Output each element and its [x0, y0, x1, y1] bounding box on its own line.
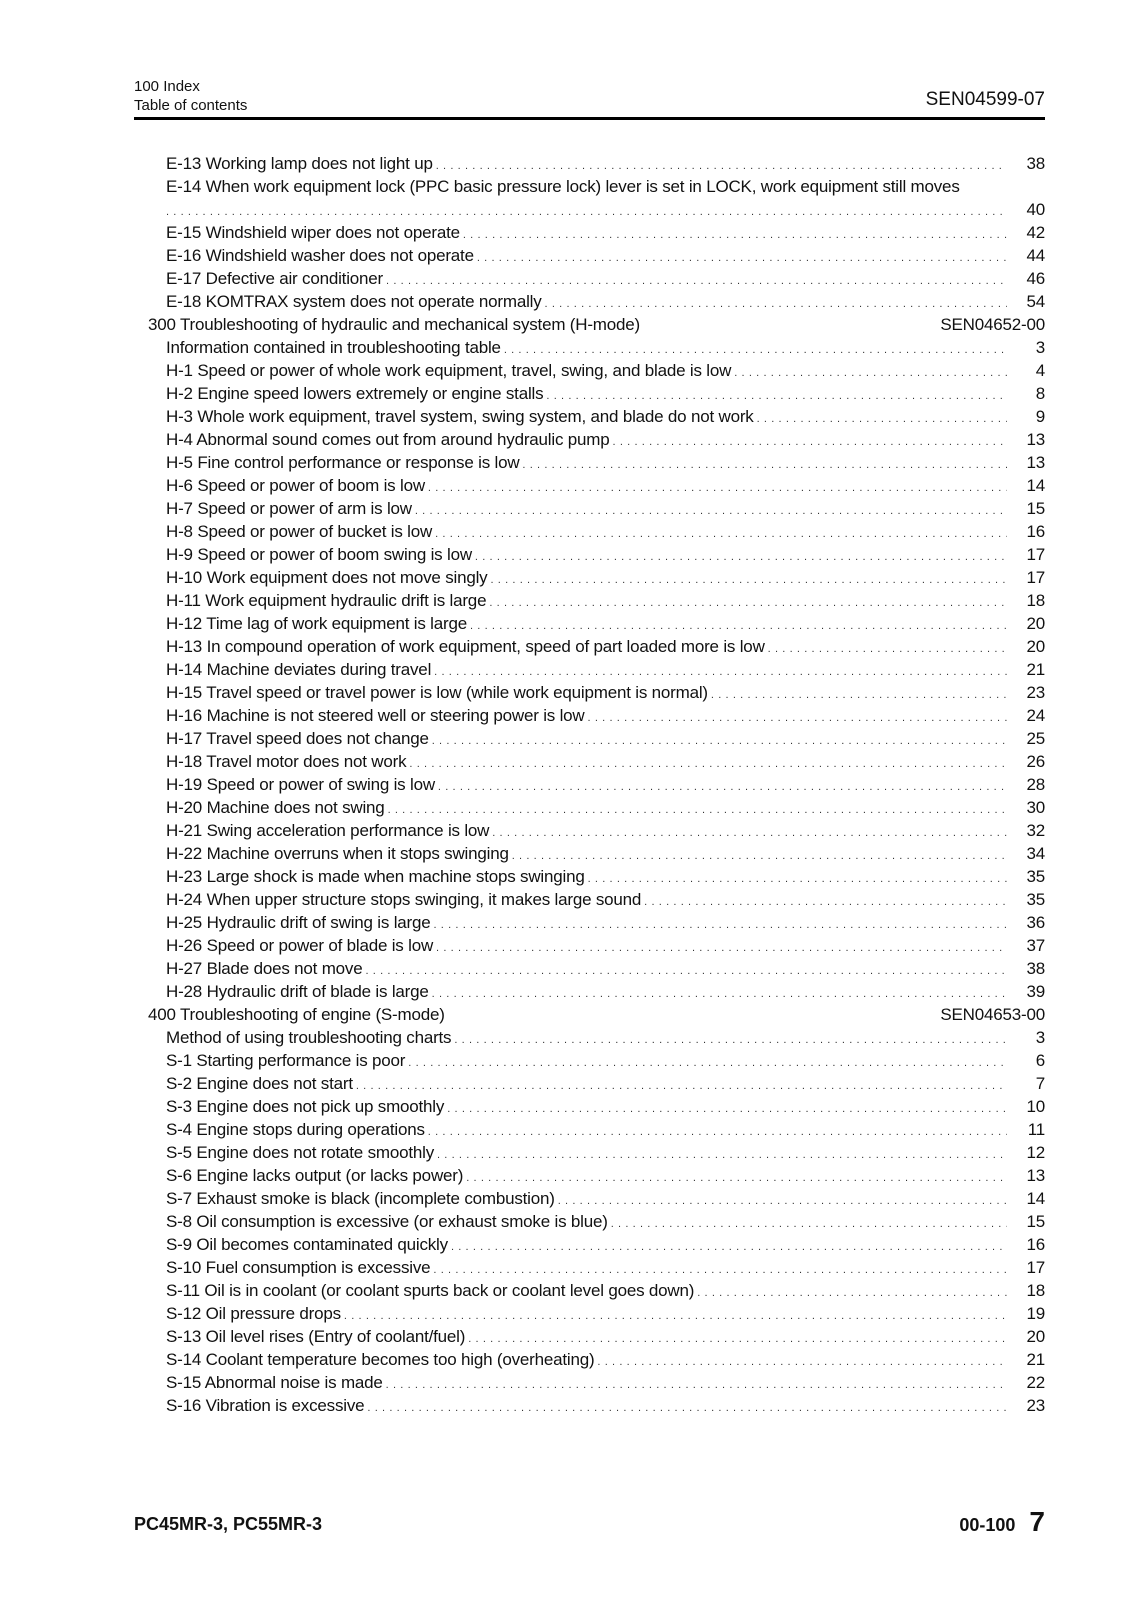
toc-page-number: 22: [1026, 1373, 1045, 1392]
toc-page-number: 46: [1026, 269, 1045, 288]
toc-page-number: 3: [1035, 1028, 1045, 1047]
toc-entry-title: H-28 Hydraulic drift of blade is large: [166, 982, 429, 1001]
toc-entry-title: H-18 Travel motor does not work: [166, 752, 407, 771]
toc-entry: [148, 430, 1045, 453]
toc-page-number: 15: [1026, 1212, 1045, 1231]
toc-leader-dots: [734, 367, 1007, 379]
toc-entry: [148, 1120, 1045, 1143]
toc-leader-dots: [408, 1057, 1007, 1069]
header-divider: [134, 117, 1045, 120]
toc-leader-dots: [166, 206, 1007, 218]
toc-entry-title: S-14 Coolant temperature becomes too high (overheating): [166, 1350, 595, 1369]
toc-leader-dots: [475, 551, 1007, 563]
toc-entry: [148, 1189, 1045, 1212]
toc-leader-dots: [432, 735, 1007, 747]
header-section: 100 Index: [134, 78, 200, 95]
toc-page-number: 13: [1026, 1166, 1045, 1185]
toc-entry-title: S-6 Engine lacks output (or lacks power): [166, 1166, 464, 1185]
toc-entry: [148, 1074, 1045, 1097]
toc-leader-dots: [611, 1218, 1007, 1230]
toc-page-number: 12: [1026, 1143, 1045, 1162]
toc-page-number: 20: [1026, 637, 1045, 656]
toc-leader-dots: [470, 620, 1007, 632]
toc-page-number: 18: [1026, 1281, 1045, 1300]
toc-page-number: 9: [1035, 407, 1045, 426]
toc-entry-title: E-13 Working lamp does not light up: [166, 154, 433, 173]
toc-entry-title: E-18 KOMTRAX system does not operate normally: [166, 292, 542, 311]
toc-page-number: 16: [1026, 522, 1045, 541]
toc-entry-title: S-15 Abnormal noise is made: [166, 1373, 383, 1392]
toc-section-code: SEN04652-00: [940, 315, 1045, 334]
toc-leader-dots: [490, 574, 1007, 586]
toc-page-number: 21: [1026, 1350, 1045, 1369]
toc-leader-dots: [768, 643, 1007, 655]
toc-leader-dots: [466, 1172, 1007, 1184]
toc-section-title: 300 Troubleshooting of hydraulic and mechanical system (H-mode): [148, 315, 640, 334]
toc-page-number: 17: [1026, 1258, 1045, 1277]
toc-entry: [148, 545, 1045, 568]
toc-page-number: 6: [1035, 1051, 1045, 1070]
page-header: [134, 77, 247, 115]
toc-entry-title: S-16 Vibration is excessive: [166, 1396, 365, 1415]
toc-page-number: 17: [1026, 545, 1045, 564]
toc-entry: [148, 844, 1045, 867]
toc-leader-dots: [428, 1126, 1007, 1138]
toc-entry-title: H-20 Machine does not swing: [166, 798, 385, 817]
toc-entry-title: H-6 Speed or power of boom is low: [166, 476, 425, 495]
toc-entry-title: H-7 Speed or power of arm is low: [166, 499, 412, 518]
toc-entry-title: H-12 Time lag of work equipment is large: [166, 614, 467, 633]
toc-entry-title: H-10 Work equipment does not move singly: [166, 568, 488, 587]
footer-models: PC45MR-3, PC55MR-3: [134, 1514, 323, 1534]
toc-page-number: 40: [1026, 200, 1045, 219]
toc-entry: [148, 407, 1045, 430]
toc-entry: [148, 1350, 1045, 1373]
toc-entry: [148, 1235, 1045, 1258]
toc-entry-title: H-4 Abnormal sound comes out from around hydraulic pump: [166, 430, 610, 449]
toc-entry-title: H-23 Large shock is made when machine stops swinging: [166, 867, 585, 886]
toc-leader-dots: [433, 1264, 1007, 1276]
toc-page-number: 11: [1027, 1120, 1045, 1139]
toc-entry-title: S-4 Engine stops during operations: [166, 1120, 425, 1139]
toc-entry: [148, 384, 1045, 407]
toc-entry-title: H-14 Machine deviates during travel: [166, 660, 432, 679]
toc-entry-title: S-11 Oil is in coolant (or coolant spurts back or coolant level goes down): [166, 1281, 695, 1300]
toc-leader-dots: [558, 1195, 1007, 1207]
toc-entry: [148, 706, 1045, 729]
toc-page-number: 34: [1026, 844, 1045, 863]
toc-leader-dots: [451, 1241, 1007, 1253]
toc-leader-dots: [757, 413, 1007, 425]
toc-leader-dots: [468, 1333, 1007, 1345]
header-doc-code: SEN04599-07: [925, 89, 1045, 110]
toc-entry-title: S-7 Exhaust smoke is black (incomplete combustion): [166, 1189, 555, 1208]
toc-entry-title: S-1 Starting performance is poor: [166, 1051, 406, 1070]
toc-page-number: 10: [1026, 1097, 1045, 1116]
toc-entry-title: H-3 Whole work equipment, travel system, swing system, and blade do not work: [166, 407, 754, 426]
toc-entry: [148, 246, 1045, 269]
toc-entry-title: Information contained in troubleshooting table: [166, 338, 501, 357]
toc-page-number: 3: [1035, 338, 1045, 357]
toc-entry: [148, 177, 1045, 200]
toc-leader-dots: [489, 597, 1007, 609]
toc-leader-dots: [447, 1103, 1007, 1115]
toc-page-number: 35: [1026, 867, 1045, 886]
toc-entry: [148, 913, 1045, 936]
toc-entry: [148, 798, 1045, 821]
toc-leader-dots: [697, 1287, 1007, 1299]
toc-entry: [148, 522, 1045, 545]
toc-entry: [148, 200, 1045, 223]
toc-section-title: 400 Troubleshooting of engine (S-mode): [148, 1005, 445, 1024]
toc-entry-title: E-16 Windshield washer does not operate: [166, 246, 474, 265]
toc-entry-title: S-10 Fuel consumption is excessive: [166, 1258, 431, 1277]
toc-leader-dots: [435, 528, 1007, 540]
toc-page-number: 30: [1026, 798, 1045, 817]
toc-entry-title: E-14 When work equipment lock (PPC basic pressure lock) lever is set in LOCK, work equipment still moves: [166, 177, 960, 196]
toc-page-number: 38: [1026, 959, 1045, 978]
toc-page-number: 32: [1026, 821, 1045, 840]
toc-page-number: 15: [1026, 499, 1045, 518]
page-footer: [959, 1506, 1045, 1538]
toc-entry-title: H-1 Speed or power of whole work equipment, travel, swing, and blade is low: [166, 361, 732, 380]
toc-entry: [148, 821, 1045, 844]
toc-entry-title: H-16 Machine is not steered well or steering power is low: [166, 706, 585, 725]
toc-entry: [148, 361, 1045, 384]
toc-entry-title: H-2 Engine speed lowers extremely or engine stalls: [166, 384, 544, 403]
toc-page-number: 20: [1026, 614, 1045, 633]
toc-page-number: 44: [1026, 246, 1045, 265]
toc-leader-dots: [356, 1080, 1007, 1092]
toc-entry: [148, 775, 1045, 798]
toc-entry: [148, 1304, 1045, 1327]
toc-page-number: 25: [1026, 729, 1045, 748]
toc-leader-dots: [504, 344, 1007, 356]
toc-section-heading: [148, 1005, 1045, 1028]
toc-page-number: 23: [1026, 683, 1045, 702]
toc-section-code: SEN04653-00: [940, 1005, 1045, 1024]
toc-page-number: 13: [1026, 453, 1045, 472]
toc-entry-title: H-9 Speed or power of boom swing is low: [166, 545, 472, 564]
toc-leader-dots: [588, 873, 1007, 885]
toc-entry-title: H-15 Travel speed or travel power is low (while work equipment is normal): [166, 683, 708, 702]
toc-entry: [148, 1051, 1045, 1074]
toc-page-number: 20: [1026, 1327, 1045, 1346]
toc-entry-title: H-11 Work equipment hydraulic drift is large: [166, 591, 487, 610]
toc-entry: [148, 292, 1045, 315]
toc-page-number: 14: [1026, 476, 1045, 495]
toc-entry: [148, 890, 1045, 913]
toc-entry: [148, 269, 1045, 292]
toc-entry: [148, 1396, 1045, 1419]
toc-page-number: 36: [1026, 913, 1045, 932]
toc-entry-title: H-27 Blade does not move: [166, 959, 363, 978]
toc-page-number: 24: [1026, 706, 1045, 725]
toc-leader-dots: [597, 1356, 1007, 1368]
toc-entry: [148, 1373, 1045, 1396]
toc-leader-dots: [545, 298, 1007, 310]
toc-entry: [148, 591, 1045, 614]
toc-entry-title: S-13 Oil level rises (Entry of coolant/fuel): [166, 1327, 466, 1346]
toc-entry: [148, 1281, 1045, 1304]
toc-entry-title: H-25 Hydraulic drift of swing is large: [166, 913, 431, 932]
toc-page-number: 37: [1026, 936, 1045, 955]
toc-leader-dots: [492, 827, 1007, 839]
toc-entry-title: S-3 Engine does not pick up smoothly: [166, 1097, 445, 1116]
toc-entry-title: H-21 Swing acceleration performance is low: [166, 821, 490, 840]
header-subtitle: Table of contents: [134, 97, 248, 114]
toc-page-number: 8: [1035, 384, 1045, 403]
toc-page-number: 38: [1026, 154, 1045, 173]
toc-leader-dots: [366, 965, 1008, 977]
footer-section-code: 00-100: [959, 1515, 1016, 1535]
toc-entry: [148, 614, 1045, 637]
toc-entry: [148, 752, 1045, 775]
toc-entry-title: H-8 Speed or power of bucket is low: [166, 522, 433, 541]
toc-entry-title: H-19 Speed or power of swing is low: [166, 775, 435, 794]
toc-leader-dots: [344, 1310, 1007, 1322]
toc-leader-dots: [367, 1402, 1007, 1414]
toc-leader-dots: [388, 804, 1007, 816]
toc-entry: [148, 982, 1045, 1005]
toc-entry: [148, 1028, 1045, 1051]
toc-leader-dots: [644, 896, 1007, 908]
toc-leader-dots: [512, 850, 1007, 862]
toc-page-number: 14: [1026, 1189, 1045, 1208]
toc-entry: [148, 1327, 1045, 1350]
toc-entry: [148, 1212, 1045, 1235]
toc-page-number: 54: [1026, 292, 1045, 311]
toc-page-number: 16: [1026, 1235, 1045, 1254]
toc-entry: [148, 223, 1045, 246]
toc-entry: [148, 1097, 1045, 1120]
toc-page-number: 13: [1026, 430, 1045, 449]
toc-entry-title: Method of using troubleshooting charts: [166, 1028, 452, 1047]
toc-entry-title: H-5 Fine control performance or response is low: [166, 453, 520, 472]
table-of-contents: [148, 154, 1045, 1419]
toc-entry-title: S-9 Oil becomes contaminated quickly: [166, 1235, 448, 1254]
toc-page-number: 23: [1026, 1396, 1045, 1415]
toc-page-number: 42: [1026, 223, 1045, 242]
toc-leader-dots: [454, 1034, 1007, 1046]
toc-leader-dots: [409, 758, 1007, 770]
toc-entry: [148, 499, 1045, 522]
toc-leader-dots: [415, 505, 1007, 517]
toc-entry: [148, 683, 1045, 706]
toc-leader-dots: [522, 459, 1007, 471]
toc-page-number: 7: [1035, 1074, 1045, 1093]
toc-entry-title: S-12 Oil pressure drops: [166, 1304, 341, 1323]
toc-entry-title: H-17 Travel speed does not change: [166, 729, 429, 748]
toc-leader-dots: [546, 390, 1007, 402]
toc-leader-dots: [386, 1379, 1007, 1391]
toc-entry: [148, 476, 1045, 499]
toc-entry: [148, 1258, 1045, 1281]
toc-leader-dots: [436, 160, 1007, 172]
toc-leader-dots: [613, 436, 1007, 448]
toc-entry: [148, 453, 1045, 476]
toc-entry-title: S-2 Engine does not start: [166, 1074, 353, 1093]
toc-entry-title: H-26 Speed or power of blade is low: [166, 936, 434, 955]
toc-page-number: 4: [1035, 361, 1045, 380]
toc-leader-dots: [386, 275, 1007, 287]
toc-leader-dots: [438, 781, 1007, 793]
toc-entry: [148, 729, 1045, 752]
toc-leader-dots: [463, 229, 1007, 241]
toc-entry: [148, 867, 1045, 890]
toc-page-number: 17: [1026, 568, 1045, 587]
toc-leader-dots: [588, 712, 1007, 724]
toc-entry: [148, 959, 1045, 982]
toc-entry: [148, 154, 1045, 177]
toc-entry: [148, 660, 1045, 683]
toc-entry: [148, 1143, 1045, 1166]
footer-page-number: 7: [1029, 1506, 1045, 1537]
toc-page-number: 21: [1026, 660, 1045, 679]
toc-leader-dots: [711, 689, 1007, 701]
toc-leader-dots: [477, 252, 1007, 264]
toc-entry-title: H-13 In compound operation of work equipment, speed of part loaded more is low: [166, 637, 765, 656]
toc-leader-dots: [432, 988, 1007, 1000]
toc-page-number: 28: [1026, 775, 1045, 794]
toc-entry: [148, 1166, 1045, 1189]
toc-page-number: 18: [1026, 591, 1045, 610]
toc-leader-dots: [437, 1149, 1007, 1161]
toc-section-heading: [148, 315, 1045, 338]
toc-page-number: 26: [1026, 752, 1045, 771]
toc-leader-dots: [428, 482, 1007, 494]
toc-entry: [148, 637, 1045, 660]
toc-entry-title: S-8 Oil consumption is excessive (or exhaust smoke is blue): [166, 1212, 608, 1231]
toc-leader-dots: [434, 666, 1007, 678]
toc-page-number: 39: [1026, 982, 1045, 1001]
toc-entry: [148, 568, 1045, 591]
toc-page-number: 19: [1026, 1304, 1045, 1323]
toc-entry: [148, 936, 1045, 959]
toc-entry: [148, 338, 1045, 361]
toc-entry-title: S-5 Engine does not rotate smoothly: [166, 1143, 434, 1162]
toc-leader-dots: [436, 942, 1007, 954]
toc-leader-dots: [434, 919, 1008, 931]
toc-entry-title: E-17 Defective air conditioner: [166, 269, 384, 288]
toc-entry-title: H-24 When upper structure stops swinging, it makes large sound: [166, 890, 642, 909]
toc-entry-title: H-22 Machine overruns when it stops swinging: [166, 844, 509, 863]
toc-page-number: 35: [1026, 890, 1045, 909]
toc-entry-title: E-15 Windshield wiper does not operate: [166, 223, 460, 242]
